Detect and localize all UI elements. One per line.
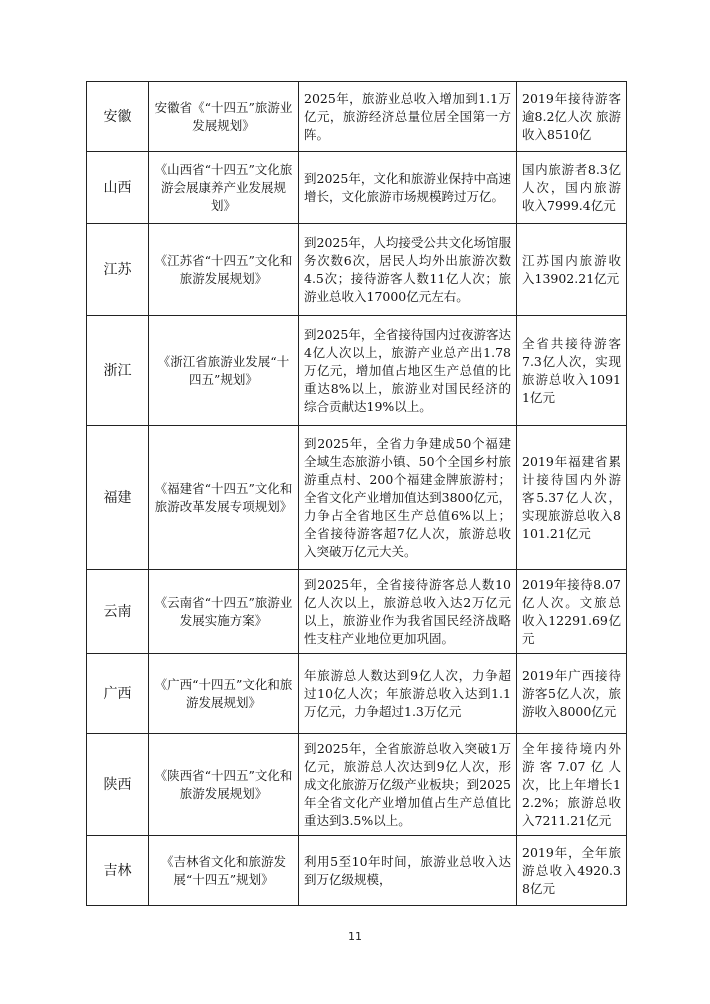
- province-cell: 福建: [87, 426, 149, 570]
- status-cell: 国内旅游者8.3亿人次，国内旅游收入7999.4亿元: [517, 152, 627, 224]
- status-cell: 全省共接待游客7.3亿人次，实现旅游总收入10911亿元: [517, 316, 627, 426]
- plan-name-cell: 《陕西省“十四五”文化和旅游发展规划》: [149, 734, 299, 836]
- status-cell: 2019年广西接待游客5亿人次，旅游收入8000亿元: [517, 654, 627, 734]
- goal-cell: 到2025年，全省力争建成50个福建全域生态旅游小镇、50个全国乡村旅游重点村、200个福建金牌旅游村；全省文化产业增加值达到3800亿元，力争占全省地区生产总值6%以上；全省接待游客超7亿人次，旅游总收入突破万亿元大关。: [299, 426, 517, 570]
- status-cell: 江苏国内旅游收入13902.21亿元: [517, 224, 627, 316]
- goal-cell: 到2025年，人均接受公共文化场馆服务次数6次，居民人均外出旅游次数4.5次；接待游客人数11亿人次；旅游业总收入17000亿元左右。: [299, 224, 517, 316]
- table-row: [87, 570, 627, 654]
- goal-cell: 年旅游总人数达到9亿人次，力争超过10亿人次；年旅游总收入达到1.1万亿元，力争超过1.3万亿元: [299, 654, 517, 734]
- status-cell: 2019年接待游客逾8.2亿人次 旅游收入8510亿: [517, 82, 627, 152]
- plan-name-cell: 《云南省“十四五”旅游业发展实施方案》: [149, 570, 299, 654]
- table-row: [87, 82, 627, 152]
- province-cell: 安徽: [87, 82, 149, 152]
- province-cell: 陕西: [87, 734, 149, 836]
- table-row: [87, 224, 627, 316]
- table-row: [87, 316, 627, 426]
- province-cell: 云南: [87, 570, 149, 654]
- page-number: 11: [348, 930, 362, 943]
- goal-cell: 到2025年，文化和旅游业保持中高速增长，文化旅游市场规模跨过万亿。: [299, 152, 517, 224]
- table-row: [87, 426, 627, 570]
- province-cell: 浙江: [87, 316, 149, 426]
- table-row: [87, 734, 627, 836]
- plan-name-cell: 《江苏省“十四五”文化和旅游发展规划》: [149, 224, 299, 316]
- plan-name-cell: 安徽省《“十四五”旅游业发展规划》: [149, 82, 299, 152]
- table-row: [87, 836, 627, 906]
- goal-cell: 2025年，旅游业总收入增加到1.1万亿元，旅游经济总量位居全国第一方阵。: [299, 82, 517, 152]
- status-cell: 2019年接待8.07亿人次。文旅总收入12291.69亿元: [517, 570, 627, 654]
- status-cell: 2019年福建省累计接待国内外游客5.37亿人次，实现旅游总收入8101.21亿元: [517, 426, 627, 570]
- status-cell: 全年接待境内外游客7.07亿人次，比上年增长12.2%；旅游总收入7211.21亿元: [517, 734, 627, 836]
- goal-cell: 到2025年，全省接待国内过夜游客达4亿人次以上，旅游产业总产出1.78万亿元，增加值占地区生产总值的比重达8%以上，旅游业对国民经济的综合贡献达19%以上。: [299, 316, 517, 426]
- plan-name-cell: 《福建省“十四五”文化和旅游改革发展专项规划》: [149, 426, 299, 570]
- goal-cell: 利用5至10年时间，旅游业总收入达到万亿级规模，: [299, 836, 517, 906]
- goal-cell: 到2025年，全省接待游客总人数10亿人次以上，旅游总收入达2万亿元以上，旅游业作为我省国民经济战略性支柱产业地位更加巩固。: [299, 570, 517, 654]
- table-body: [87, 82, 627, 906]
- status-cell: 2019年，全年旅游总收入4920.38亿元: [517, 836, 627, 906]
- province-cell: 山西: [87, 152, 149, 224]
- goal-cell: 到2025年，全省旅游总收入突破1万亿元，旅游总人次达到9亿人次，形成文化旅游万亿级产业板块；到2025年全省文化产业增加值占生产总值比重达到3.5%以上。: [299, 734, 517, 836]
- table-row: [87, 152, 627, 224]
- plan-name-cell: 《吉林省文化和旅游发展“十四五”规划》: [149, 836, 299, 906]
- tourism-plan-table: [86, 81, 627, 906]
- province-cell: 吉林: [87, 836, 149, 906]
- plan-name-cell: 《山西省“十四五”文化旅游会展康养产业发展规划》: [149, 152, 299, 224]
- province-cell: 江苏: [87, 224, 149, 316]
- plan-name-cell: 《浙江省旅游业发展“十四五”规划》: [149, 316, 299, 426]
- province-cell: 广西: [87, 654, 149, 734]
- plan-name-cell: 《广西“十四五”文化和旅游发展规划》: [149, 654, 299, 734]
- table-row: [87, 654, 627, 734]
